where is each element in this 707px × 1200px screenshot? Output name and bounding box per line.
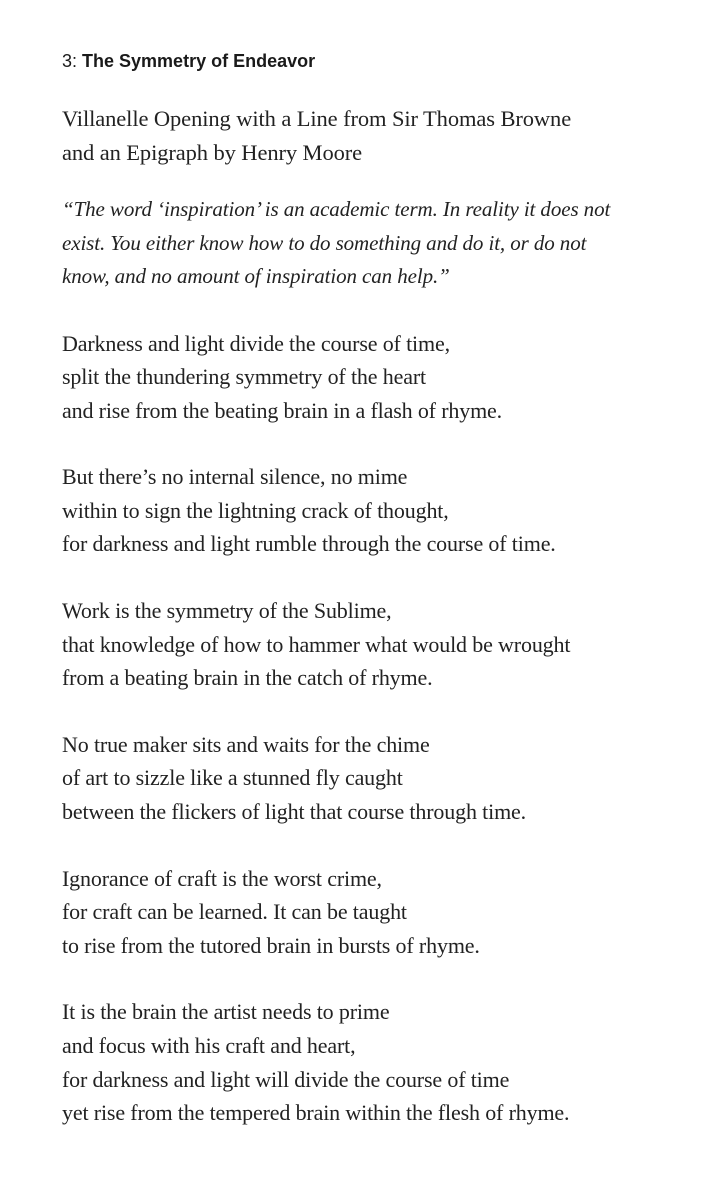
stanza-2	[62, 460, 682, 561]
stanza-4	[62, 728, 682, 829]
poem-heading	[62, 50, 682, 72]
stanza-3	[62, 594, 682, 695]
poem-line: of art to sizzle like a stunned fly caught	[62, 765, 403, 791]
stanza-5	[62, 862, 682, 963]
poem-line: But there’s no internal silence, no mime	[62, 464, 408, 490]
epigraph-line: exist. You either know how to do something and do it, or do not	[62, 230, 587, 255]
poem-page	[62, 50, 682, 1163]
poem-line: from a beating brain in the catch of rhyme.	[62, 665, 433, 691]
poem-line: to rise from the tutored brain in bursts of rhyme.	[62, 932, 480, 958]
stanza-6	[62, 995, 682, 1129]
subtitle-line: and an Epigraph by Henry Moore	[62, 139, 363, 165]
poem-line: Work is the symmetry of the Sublime,	[62, 598, 392, 624]
poem-subtitle	[62, 102, 682, 169]
poem-line: for craft can be learned. It can be taught	[62, 899, 407, 925]
poem-line: yet rise from the tempered brain within the flesh of rhyme.	[62, 1100, 570, 1126]
poem-title: The Symmetry of Endeavor	[82, 51, 316, 71]
epigraph	[62, 193, 682, 294]
poem-line: No true maker sits and waits for the chime	[62, 731, 430, 757]
epigraph-line: know, and no amount of inspiration can help.”	[62, 264, 450, 288]
poem-number: 3:	[62, 51, 78, 71]
poem-line: It is the brain the artist needs to prime	[62, 999, 390, 1025]
poem-line: within to sign the lightning crack of thought,	[62, 497, 449, 523]
poem-line: for darkness and light will divide the course of time	[62, 1066, 510, 1092]
subtitle-line: Villanelle Opening with a Line from Sir Thomas Browne	[62, 106, 572, 131]
poem-line: between the flickers of light that course through time.	[62, 799, 526, 825]
poem-line: for darkness and light rumble through the course of time.	[62, 531, 556, 557]
stanza-1	[62, 327, 682, 428]
poem-line: split the thundering symmetry of the heart	[62, 364, 426, 390]
poem-line: and focus with his craft and heart,	[62, 1033, 356, 1058]
poem-line: Darkness and light divide the course of time,	[62, 330, 450, 356]
poem-line: Ignorance of craft is the worst crime,	[62, 865, 382, 891]
epigraph-line: “The word ‘inspiration’ is an academic term. In reality it does not	[62, 197, 611, 221]
poem-line: that knowledge of how to hammer what would be wrought	[62, 631, 571, 657]
poem-line: and rise from the beating brain in a flash of rhyme.	[62, 397, 502, 423]
